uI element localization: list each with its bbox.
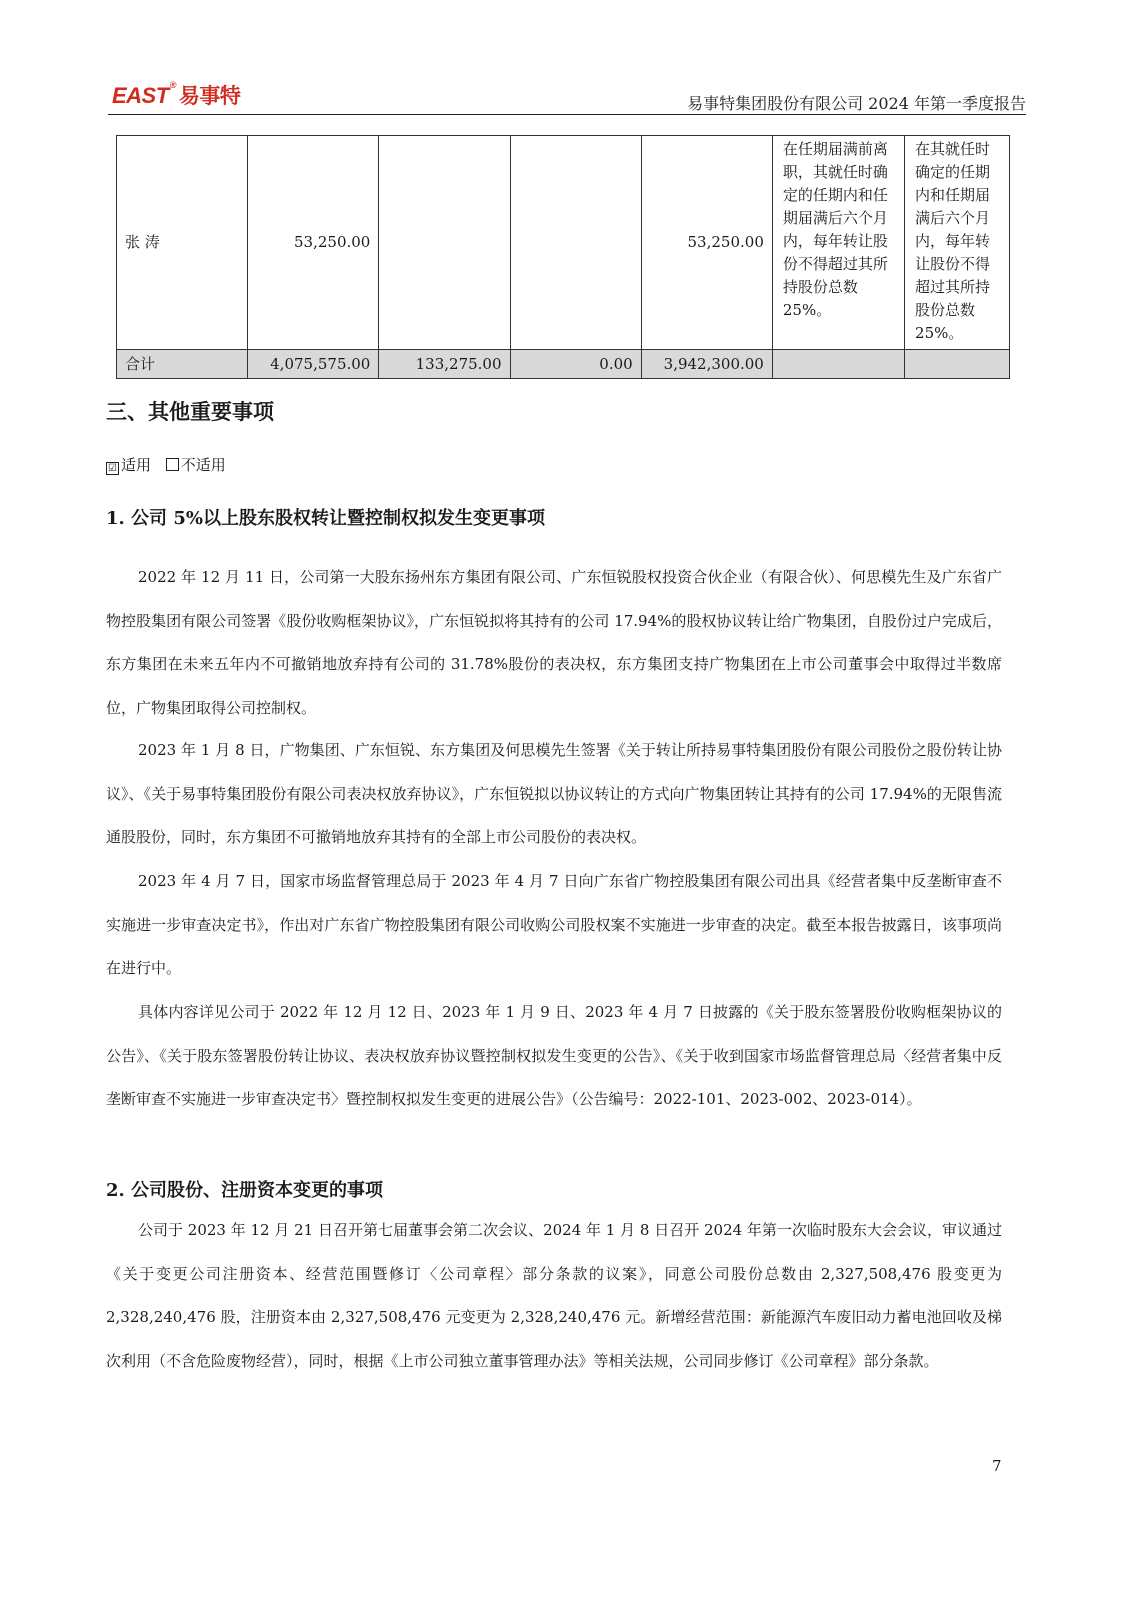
item2-heading: 2. 公司股份、注册资本变更的事项 <box>106 1180 384 1201</box>
checked-checkbox-icon: ☑ <box>106 462 119 475</box>
cell-released-shares <box>379 136 510 350</box>
item1-paragraph-1: 2022 年 12 月 11 日，公司第一大股东扬州东方集团有限公司、广东恒锐股权投资合伙企业（有限合伙）、何思模先生及广东省广物控股集团有限公司签署《股份收购框架协议》，广东恒锐拟将其持有的公司 17.94%的股权协议转让给广物集团，自股份过户完成后，东方集团在未来五年内不可撤销地放弃持有公司的 31.78%股份的表决权，东方集团支持广物集团在上市公司董事会中取得过半数席位，广物集团取得公司控制权。 <box>106 568 1002 717</box>
table-row <box>117 136 1010 350</box>
item1-heading: 1. 公司 5%以上股东股权转让暨控制权拟发生变更事项 <box>106 508 545 529</box>
report-title: 易事特集团股份有限公司 2024 年第一季度报告 <box>687 94 1026 113</box>
logo-registered-mark: ® <box>169 80 176 90</box>
logo-en: EAST <box>112 83 169 108</box>
company-logo <box>112 80 240 110</box>
item1-paragraph-4: 具体内容详见公司于 2022 年 12 月 12 日、2023 年 1 月 9 日、2023 年 4 月 7 日披露的《关于股东签署股份收购框架协议的公告》、《关于股东签署股份转让协议、表决权放弃协议暨控制权拟发生变更的公告》、《关于收到国家市场监督管理总局〈经营者集中反垄断审查不实施进一步审查决定书〉暨控制权拟发生变更的进展公告》（公告编号：2022-101、2023-002、2023-014）。 <box>106 1003 1002 1108</box>
cell-name: 张 涛 <box>117 136 248 350</box>
section-heading: 三、其他重要事项 <box>106 399 274 424</box>
cell-restriction-reason: 在任期届满前离职，其就任时确定的任期内和任期届满后六个月内，每年转让股份不得超过其所持股份总数25%。 <box>772 136 904 350</box>
cell-opening-shares: 53,250.00 <box>248 136 379 350</box>
page-header <box>108 78 1026 115</box>
total-empty-cell <box>772 350 904 379</box>
logo-cn: 易事特 <box>178 85 241 108</box>
item1-paragraph-2: 2023 年 1 月 8 日，广物集团、广东恒锐、东方集团及何思模先生签署《关于转让所持易事特集团股份有限公司股份之股份转让协议》、《关于易事特集团股份有限公司表决权放弃协议》，广东恒锐拟以协议转让的方式向广物集团转让其持有的公司 17.94%的无限售流通股股份，同时，东方集团不可撤销地放弃其持有的全部上市公司股份的表决权。 <box>106 741 1002 846</box>
cell-closing-shares: 53,250.00 <box>641 136 772 350</box>
applicable-label: 适用 <box>121 456 152 474</box>
total-released-shares: 133,275.00 <box>379 350 510 379</box>
total-empty-cell <box>905 350 1010 379</box>
table-total-row <box>117 350 1010 379</box>
not-applicable-label: 不适用 <box>180 456 226 474</box>
item2-paragraph-1: 公司于 2023 年 12 月 21 日召开第七届董事会第二次会议、2024 年 1 月 8 日召开 2024 年第一次临时股东大会会议，审议通过《关于变更公司注册资本、经营范围暨修订〈公司章程〉部分条款的议案》，同意公司股份总数由 2,327,508,476 股变更为 2,328,240,476 股，注册资本由 2,327,508,476 元变更为 2,328,240,476 元。新增经营范围：新能源汽车废旧动力蓄电池回收及梯次利用（不含危险废物经营），同时，根据《上市公司独立董事管理办法》等相关法规，公司同步修订《公司章程》部分条款。 <box>106 1221 1002 1370</box>
total-opening-shares: 4,075,575.00 <box>248 350 379 379</box>
item1-paragraph-3: 2023 年 4 月 7 日，国家市场监督管理总局于 2023 年 4 月 7 日向广东省广物控股集团有限公司出具《经营者集中反垄断审查不实施进一步审查决定书》，作出对广东省广物控股集团有限公司收购公司股权案不实施进一步审查的决定。截至本报告披露日，该事项尚在进行中。 <box>106 872 1002 977</box>
page-number: 7 <box>992 1457 1002 1475</box>
cell-added-shares <box>510 136 641 350</box>
cell-release-date: 在其就任时确定的任期内和任期届满后六个月内，每年转让股份不得超过其所持股份总数25%。 <box>905 136 1010 350</box>
applicability-options <box>106 454 226 475</box>
total-added-shares: 0.00 <box>510 350 641 379</box>
total-label: 合计 <box>117 350 248 379</box>
shareholding-table <box>116 135 1010 379</box>
unchecked-checkbox-icon <box>166 458 179 471</box>
total-closing-shares: 3,942,300.00 <box>641 350 772 379</box>
